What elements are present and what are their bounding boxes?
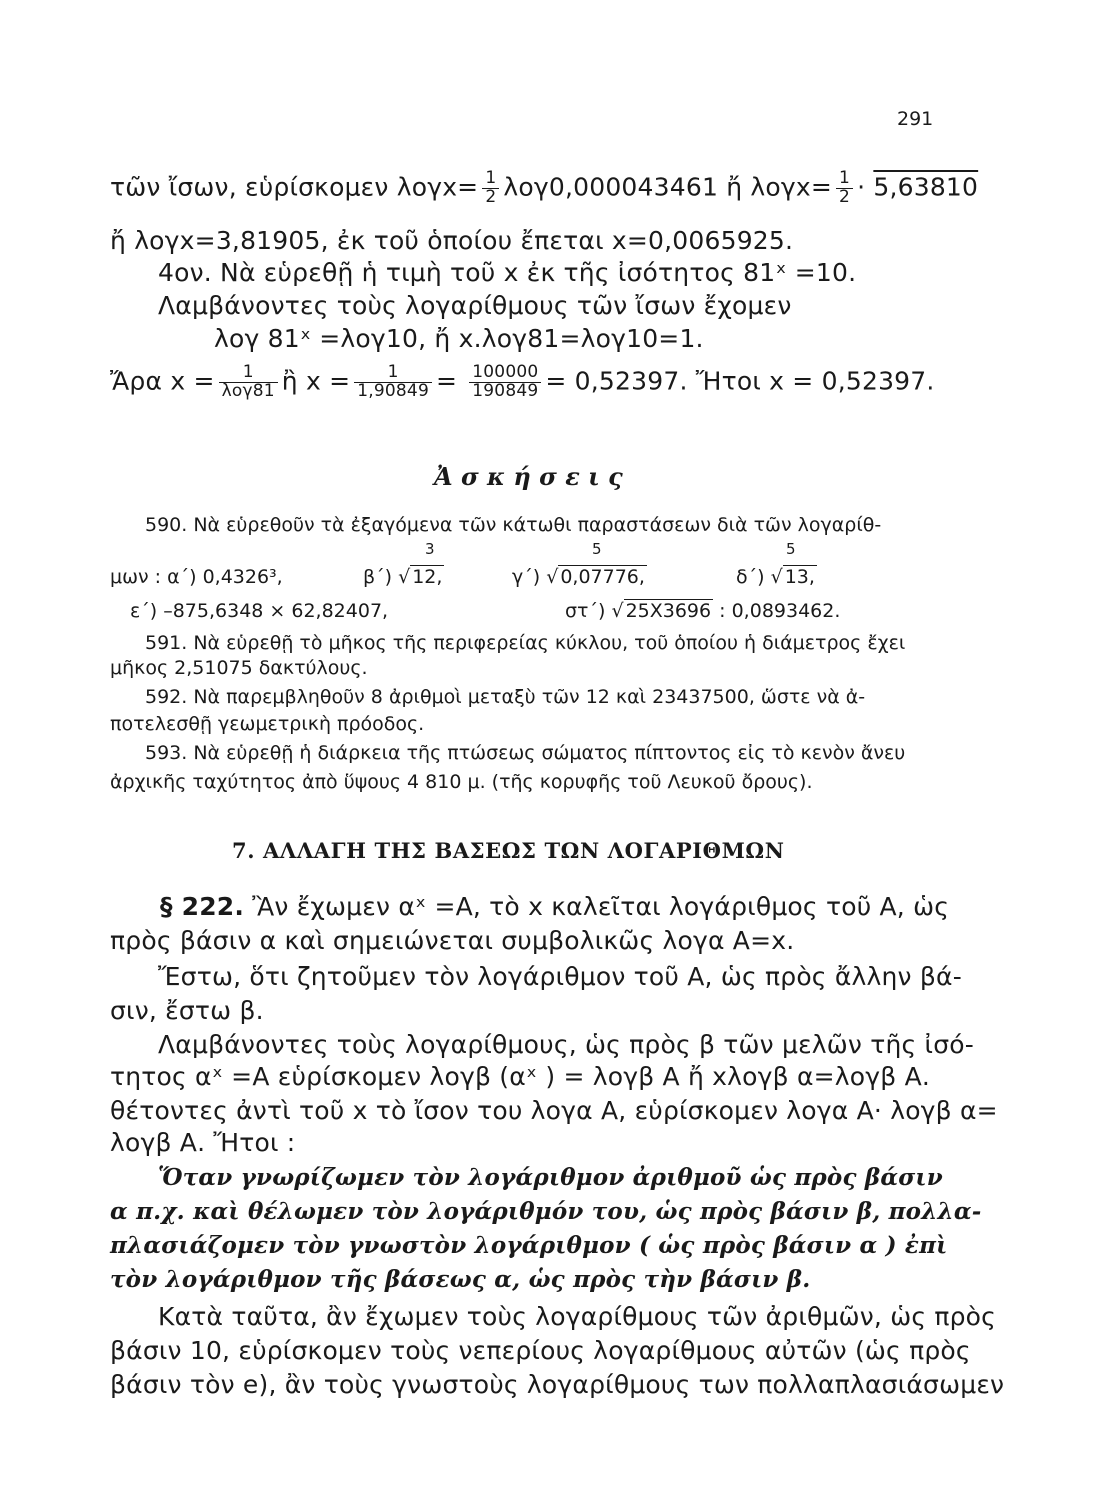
fraction: $\frac{1}{\text{λογ81}}$	[219, 364, 278, 401]
root-index: 5	[592, 540, 602, 558]
section-paragraph-line: Κατὰ ταῦτα, ἂν ἔχωμεν τοὺς λογαρίθμους τῶν ἀριθμῶν, ὡς πρὸς	[158, 1302, 997, 1331]
rule-line: Ὅταν γνωρίζωμεν τὸν λογάριθμον ἀριθμοῦ ὡς πρὸς βάσιν	[158, 1164, 943, 1191]
fraction: $\frac{1}{2}$	[482, 170, 499, 207]
text-line: τῶν ἴσων, εὑρίσκομεν λογx= $\frac{1}{2}$ λογ0,000043461 ἤ λογx= $\frac{1}{2}$ · 5,63810	[110, 168, 979, 207]
section-paragraph-line: § 222. Ἂν ἔχωμεν αˣ =Α, τὸ x καλεῖται λογάριθμος τοῦ Α, ὡς	[160, 892, 950, 921]
exercise-590-d: δ΄) √ 13,	[736, 566, 815, 588]
exercise-590-f: στ΄) √ 25X3696 : 0,0893462.	[565, 600, 841, 622]
root-index: 5	[786, 540, 796, 558]
exercise-592-line1: 592. Νὰ παρεμβληθοῦν 8 ἀριθμοὶ μεταξὺ τῶν 12 καὶ 23437500, ὥστε νὰ ἀ-	[145, 686, 866, 708]
text-line: 4ον. Νὰ εὑρεθῇ ἡ τιμὴ τοῦ x ἐκ τῆς ἰσότητος 81ˣ =10.	[158, 258, 857, 287]
text-line: Λαμβάνοντες τοὺς λογαρίθμους τῶν ἴσων ἔχομεν	[158, 291, 792, 320]
exercise-591-line2: μῆκος 2,51075 δακτύλους.	[110, 657, 368, 679]
exercise-591-line1: 591. Νὰ εὑρεθῇ τὸ μῆκος τῆς περιφερείας κύκλου, τοῦ ὁποίου ἡ διάμετρος ἔχει	[145, 632, 906, 654]
section-paragraph-line: Ἔστω, ὅτι ζητοῦμεν τὸν λογάριθμον τοῦ Α, ὡς πρὸς ἄλλην βά-	[158, 962, 962, 991]
section-paragraph-line: λογβ Α. Ἤτοι :	[110, 1128, 296, 1157]
exercises-heading: Ἀ σ κ ή σ ε ι ς	[434, 462, 623, 491]
exercise-590-b: β΄) √ 12,	[363, 566, 443, 588]
rule-line: τὸν λογάριθμον τῆς βάσεως α, ὡς πρὸς τὴν βάσιν β.	[110, 1266, 811, 1293]
section-paragraph-line: θέτοντες ἀντὶ τοῦ x τὸ ἴσον του λογα Α, εὑρίσκομεν λογα Α· λογβ α=	[110, 1096, 998, 1125]
section-paragraph-line: σιν, ἔστω β.	[110, 996, 264, 1025]
exercise-593-line1: 593. Νὰ εὑρεθῇ ἡ διάρκεια τῆς πτώσεως σώματος πίπτοντος εἰς τὸ κενὸν ἄνευ	[145, 742, 906, 764]
exercise-590-c: γ΄) √ 0,07776,	[512, 566, 645, 588]
rule-line: πλασιάζομεν τὸν γνωστὸν λογάριθμον ( ὡς πρὸς βάσιν α ) ἐπὶ	[110, 1232, 948, 1259]
root-index: 3	[425, 540, 435, 558]
page-number: 291	[897, 108, 934, 130]
exercise-590-line2: μων : α΄) 0,4326³,	[110, 566, 283, 588]
exercise-590-line3: ε΄) –875,6348 × 62,82407,	[130, 600, 389, 622]
section-paragraph-line: πρὸς βάσιν α καὶ σημειώνεται συμβολικῶς λογα Α=x.	[110, 926, 795, 955]
fraction: $\frac{1}{1,90849}$	[354, 364, 432, 401]
text-line: ἤ λογx=3,81905, ἐκ τοῦ ὁποίου ἔπεται x=0,0065925.	[110, 226, 794, 255]
paragraph-number: § 222.	[160, 892, 245, 921]
section-paragraph-line: βάσιν τὸν e), ἂν τοὺς γνωστοὺς λογαρίθμους των πολλαπλασιάσωμεν	[110, 1370, 1005, 1399]
fraction: $\frac{1}{2}$	[836, 170, 853, 207]
section-paragraph-line: Λαμβάνοντες τοὺς λογαρίθμους, ὡς πρὸς β τῶν μελῶν τῆς ἰσό-	[158, 1030, 974, 1059]
rule-line: α π.χ. καὶ θέλωμεν τὸν λογάριθμόν του, ὡς πρὸς βάσιν β, πολλα-	[110, 1198, 982, 1225]
exercise-592-line2: ποτελεσθῇ γεωμετρικὴ πρόοδος.	[110, 713, 425, 735]
text-line: λογ 81ˣ =λογ10, ἤ x.λογ81=λογ10=1.	[214, 324, 704, 353]
equation-line: Ἄρα x = $\frac{1}{\text{λογ81}}$ ἢ x = $\frac{1}{1,90849}$ = $\frac{100000}{190849}$ = 0,52397. Ἤτοι x = 0,52397.	[110, 362, 935, 401]
section-paragraph-line: βάσιν 10, εὑρίσκομεν τοὺς νεπερίους λογαρίθμους αὐτῶν (ὡς πρὸς	[110, 1336, 971, 1365]
exercise-593-line2: ἀρχικῆς ταχύτητος ἀπὸ ὕψους 4 810 μ. (τῆς κορυφῆς τοῦ Λευκοῦ ὄρους).	[110, 771, 813, 793]
section-paragraph-line: τητος αˣ =Α εὑρίσκομεν λογβ (αˣ ) = λογβ Α ἤ xλογβ α=λογβ Α.	[110, 1062, 931, 1091]
exercise-590-line1: 590. Νὰ εὑρεθοῦν τὰ ἐξαγόμενα τῶν κάτωθι παραστάσεων διὰ τῶν λογαρίθ-	[145, 514, 882, 536]
fraction: $\frac{100000}{190849}$	[469, 364, 541, 401]
section-title: 7. ΑΛΛΑΓΗ ΤΗΣ ΒΑΣΕΩΣ ΤΩΝ ΛΟΓΑΡΙΘΜΩΝ	[232, 838, 785, 863]
